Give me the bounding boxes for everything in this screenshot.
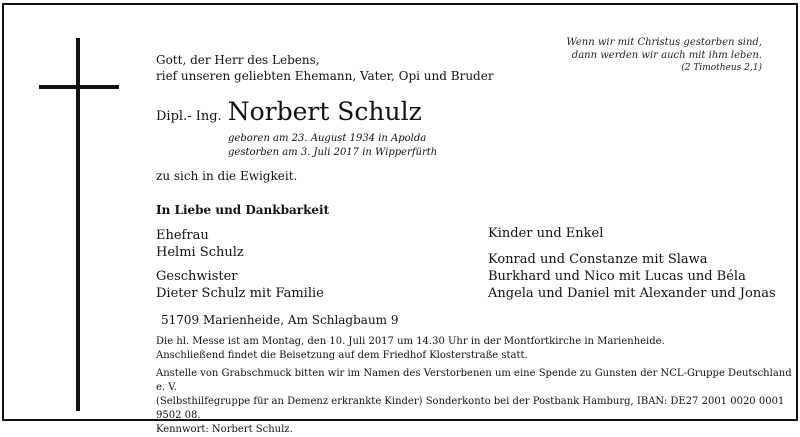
mass-line-1: Die hl. Messe ist am Montag, den 10. Juli 2017 um 14.30 Uhr in der Montfortkirche in Marienheide.: [156, 336, 665, 347]
cross-icon: [76, 38, 80, 411]
death-info: gestorben am 3. Juli 2017 in Wipperfürth: [228, 147, 438, 158]
verse-reference: (2 Timotheus 2,1): [681, 63, 762, 73]
verse-line-2: dann werden wir auch mit ihm leben.: [571, 50, 762, 61]
children-list: [488, 251, 776, 302]
bible-verse: [566, 36, 762, 75]
deceased-title: Dipl.- Ing.: [156, 109, 222, 124]
eternity-text: zu sich in die Ewigkeit.: [156, 169, 298, 183]
siblings-block: [156, 268, 324, 302]
list-item: Burkhard und Nico mit Lucas und Béla: [488, 269, 746, 284]
mass-line-2: Anschließend findet die Beisetzung auf dem Friedhof Klosterstraße statt.: [156, 350, 528, 361]
donation-line-1: Anstelle von Grabschmuck bitten wir im Namen des Verstorbenen um eine Spende zu Gunsten der NCL-Gruppe Deutschland e. V.: [156, 368, 792, 393]
family-address: 51709 Marienheide, Am Schlagbaum 9: [161, 313, 399, 327]
list-item: Angela und Daniel mit Alexander und Jonas: [488, 286, 776, 301]
list-item: Konrad und Constanze mit Slawa: [488, 252, 708, 267]
mass-info: [156, 335, 665, 363]
deceased-name: Norbert Schulz: [227, 97, 422, 126]
thanks-heading: In Liebe und Dankbarkeit: [156, 203, 330, 217]
deceased-heading: [156, 97, 422, 126]
donation-line-3: Kennwort: Norbert Schulz.: [156, 424, 293, 435]
wife-name: Helmi Schulz: [156, 245, 244, 260]
obituary-frame: [2, 3, 798, 435]
siblings-label: Geschwister: [156, 269, 238, 284]
wife-label: Ehefrau: [156, 228, 209, 243]
cross-icon-bar: [39, 85, 119, 89]
wife-block: [156, 227, 244, 261]
birth-info: geboren am 23. August 1934 in Apolda: [228, 133, 427, 144]
life-dates: [228, 132, 437, 160]
siblings-name: Dieter Schulz mit Familie: [156, 286, 324, 301]
donation-line-2: (Selbsthilfegruppe für an Demenz erkrankte Kinder) Sonderkonto bei der Postbank Hamburg, IBAN: DE27 2001 0020 0001 9502 08.: [156, 396, 785, 421]
intro-line-2: rief unseren geliebten Ehemann, Vater, Opi und Bruder: [156, 69, 494, 83]
donation-info: [156, 367, 796, 437]
intro-line-1: Gott, der Herr des Lebens,: [156, 53, 320, 67]
verse-line-1: Wenn wir mit Christus gestorben sind,: [566, 37, 762, 48]
intro-text: [156, 52, 494, 84]
children-label: Kinder und Enkel: [488, 226, 604, 241]
